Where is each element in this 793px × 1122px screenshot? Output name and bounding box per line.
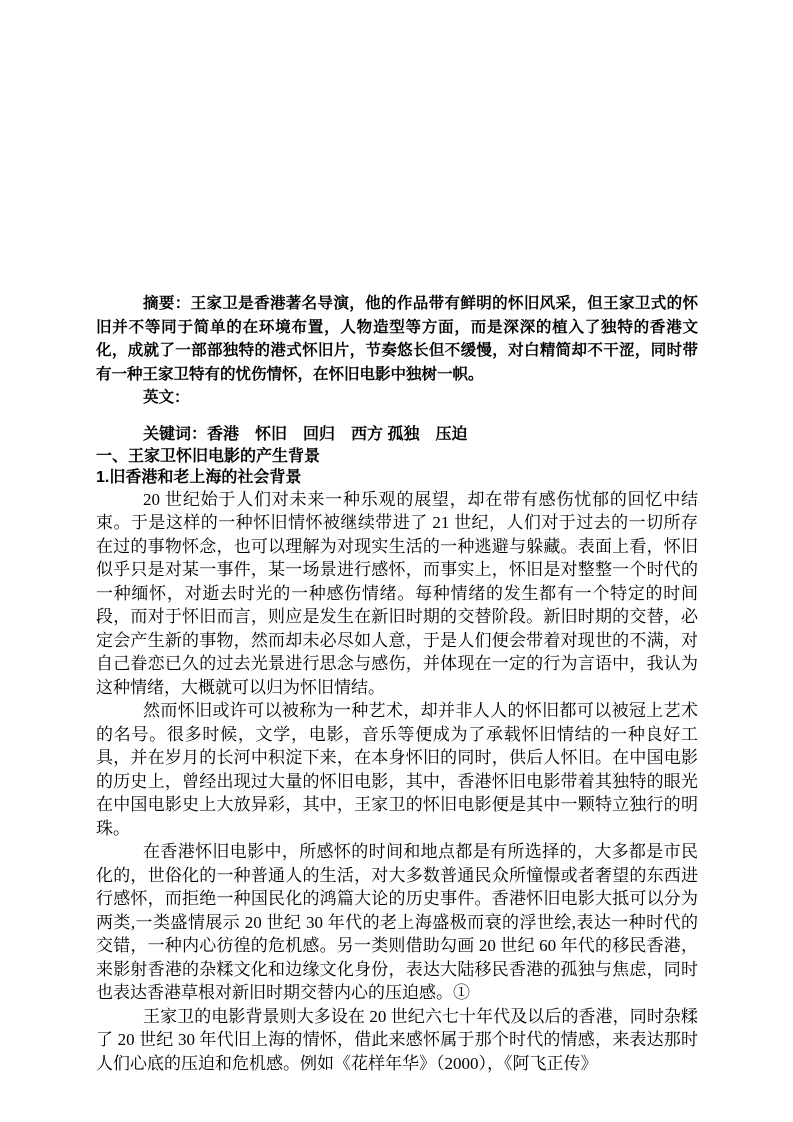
body-paragraph-4: 王家卫的电影背景则大多设在 20 世纪六七十年代及以后的香港，同时杂糅了 20 世纪 30 年代旧上海的情怀，借此来感怀属于那个时代的情感，来表达那时人们心底的压迫和危机感。例如《花样年华》（2000），《阿飞正传》 (96, 1006, 698, 1073)
body-paragraph-2: 然而怀旧或许可以被称为一种艺术，却并非人人的怀旧都可以被冠上艺术的名号。很多时候，文学，电影，音乐等便成为了承载怀旧情结的一种良好工具，并在岁月的长河中积淀下来，在本身怀旧的同时，供后人怀旧。在中国电影的历史上，曾经出现过大量的怀旧电影，其中，香港怀旧电影带着其独特的眼光在中国电影史上大放异彩，其中，王家卫的怀旧电影便是其中一颗特立独行的明珠。 (96, 701, 698, 838)
body-paragraph-3: 在香港怀旧电影中，所感怀的时间和地点都是有所选择的，大多都是市民化的，世俗化的一种普通人的生活，对大多数普通民众所憧憬或者奢望的东西进行感怀，而拒绝一种国民化的鸿篇大论的历史事件。香港怀旧电影大抵可以分为两类,一类盛情展示 20 世纪 30 年代的老上海盛极而衰的浮世绘,表达一种时代的交错，一种内心彷徨的危机感。另一类则借助勾画 20 世纪 60 年代的移民香港，来影射香港的杂糅文化和边缘文化身份，表达大陆移民香港的孤独与焦虑，同时也表达香港草根对新旧时期交替内心的压迫感。① (96, 842, 698, 1002)
body-paragraph-1: 20 世纪始于人们对未来一种乐观的展望，却在带有感伤忧郁的回忆中结束。于是这样的一种怀旧情怀被继续带进了 21 世纪，人们对于过去的一切所存在过的事物怀念，也可以理解为对现实生活的一种逃避与躲藏。表面上看，怀旧似乎只是对某一事件，某一场景进行感怀，而事实上，怀旧是对整整一个时代的一种缅怀，对逝去时光的一种感伤情绪。每种情绪的发生都有一个特定的时间段，而对于怀旧而言，则应是发生在新旧时期的交替阶段。新旧时期的交替，必定会产生新的事物，然而却未必尽如人意，于是人们便会带着对现世的不满，对自己眷恋已久的过去光景进行思念与感伤，并体现在一定的行为言语中，我认为这种情绪，大概就可以归为怀旧情结。 (96, 489, 698, 697)
keywords-line: 关键词：香港 怀旧 回归 西方 孤独 压迫 (143, 425, 468, 443)
section-heading: 一、王家卫怀旧电影的产生背景 (96, 447, 321, 465)
document-content (96, 292, 698, 1075)
subsection-heading: 1.旧香港和老上海的社会背景 (96, 468, 302, 486)
english-label: 英文： (143, 389, 190, 406)
abstract-paragraph: 摘要：王家卫是香港著名导演，他的作品带有鲜明的怀旧风采，但王家卫式的怀旧并不等同于简单的在环境布置，人物造型等方面，而是深深的植入了独特的香港文化，成就了一部部独特的港式怀旧片，节奏悠长但不缓慢，对白精简却不干涩，同时带有一种王家卫特有的忧伤情怀，在怀旧电影中独树一帜。 (96, 295, 698, 383)
blank-line (96, 410, 698, 424)
